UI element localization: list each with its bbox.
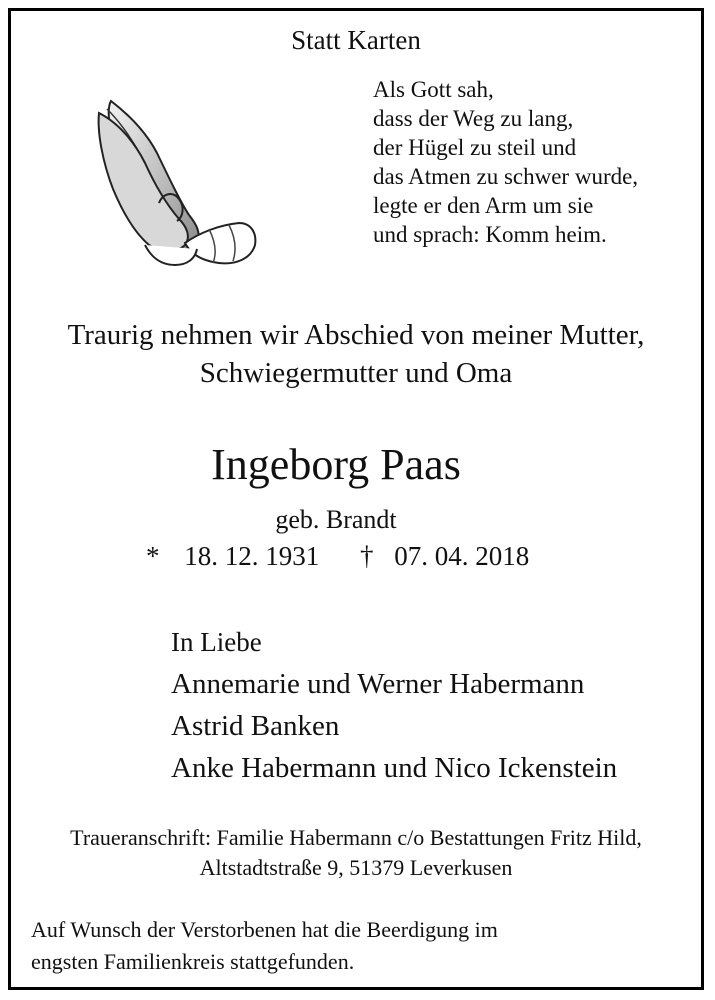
poem-line: das Atmen zu schwer wurde, bbox=[373, 164, 639, 189]
mourners-list bbox=[171, 621, 617, 789]
header-text: Statt Karten bbox=[291, 25, 421, 55]
intro-line: Traurig nehmen wir Abschied von meiner Mutter, bbox=[67, 319, 645, 351]
life-dates bbox=[146, 541, 529, 572]
mourner-entry: Astrid Banken bbox=[171, 710, 340, 742]
deceased-name: Ingeborg Paas bbox=[211, 440, 461, 489]
address-line: Traueranschrift: Familie Habermann c/o Bestattungen Fritz Hild, bbox=[70, 825, 642, 850]
maiden-name: geb. Brandt bbox=[275, 505, 397, 534]
mourner-entry: Anke Habermann und Nico Ickenstein bbox=[171, 752, 618, 784]
intro-text bbox=[11, 316, 701, 392]
closing-note bbox=[31, 914, 498, 978]
poem-line: der Hügel zu steil und bbox=[373, 135, 577, 160]
poem-line: legte er den Arm um sie bbox=[373, 193, 594, 218]
death-symbol: † bbox=[360, 541, 374, 571]
poem-line: und sprach: Komm heim. bbox=[373, 222, 607, 247]
birth-date: 18. 12. 1931 bbox=[184, 541, 320, 571]
death-date: 07. 04. 2018 bbox=[394, 541, 530, 571]
intro-line: Schwiegermutter und Oma bbox=[199, 357, 513, 389]
closing-line: Auf Wunsch der Verstorbenen hat die Beerdigung im bbox=[31, 917, 498, 942]
poem-line: Als Gott sah, bbox=[373, 77, 494, 102]
poem bbox=[373, 75, 638, 249]
obituary-card bbox=[8, 8, 704, 990]
closing-line: engsten Familienkreis stattgefunden. bbox=[31, 949, 355, 974]
poem-line: dass der Weg zu lang, bbox=[373, 106, 574, 131]
mourning-address bbox=[11, 823, 701, 883]
address-line: Altstadtstraße 9, 51379 Leverkusen bbox=[199, 855, 513, 880]
mourner-entry: Annemarie und Werner Habermann bbox=[171, 668, 585, 700]
praying-hands-icon bbox=[89, 93, 259, 268]
mourners-intro: In Liebe bbox=[171, 627, 262, 657]
birth-symbol: * bbox=[146, 541, 160, 571]
